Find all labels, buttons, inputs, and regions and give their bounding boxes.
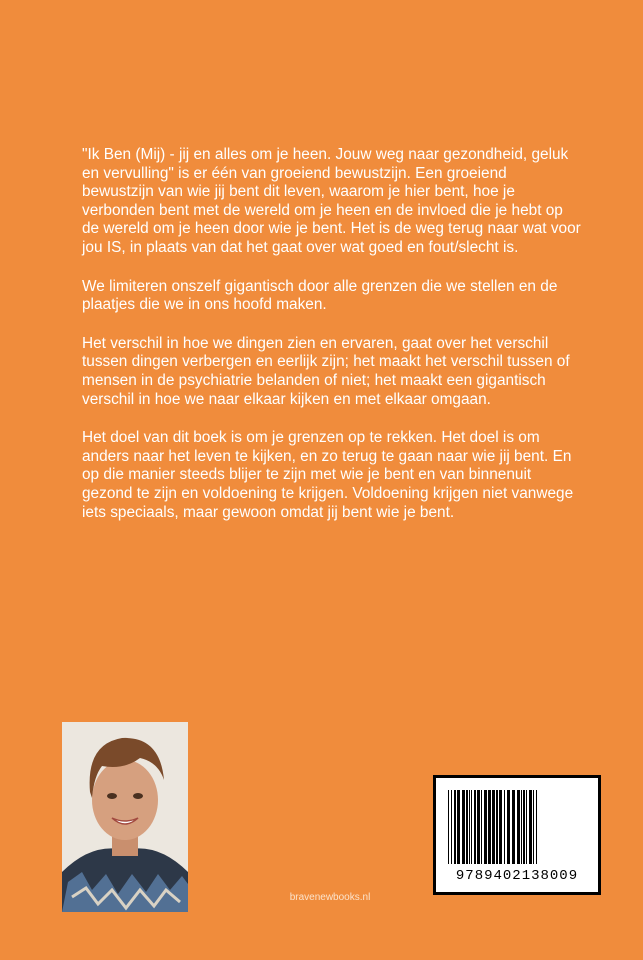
- barcode-bar: [488, 790, 491, 864]
- barcode-bar: [523, 790, 525, 864]
- barcode-bar: [499, 790, 502, 864]
- barcode-bar: [526, 790, 527, 864]
- author-portrait-illustration: [62, 722, 188, 912]
- barcode-bar: [462, 790, 465, 864]
- barcode-bar: [504, 790, 505, 864]
- barcode-bar: [533, 790, 534, 864]
- barcode-bar: [481, 790, 482, 864]
- barcode-bar: [529, 790, 532, 864]
- barcode-bar: [517, 790, 520, 864]
- isbn-barcode: [433, 775, 601, 895]
- barcode-bar: [521, 790, 522, 864]
- blurb-paragraph-3: Het verschil in hoe we dingen zien en ervaren, gaat over het verschil tussen dingen verbergen en eerlijk zijn; het maakt het verschil tussen of mensen in de psychiatrie belanden of niet; het maakt een gigantisch verschil in hoe we naar elkaar kijken en met elkaar omgaan.: [82, 334, 570, 408]
- barcode-bar: [477, 790, 480, 864]
- barcode-bar: [536, 790, 537, 864]
- blurb-paragraph-2: We limiteren onszelf gigantisch door alle grenzen die we stellen en de plaatjes die we in ons hoofd maken.: [82, 277, 558, 314]
- barcode-bar: [474, 790, 476, 864]
- barcode-bar: [466, 790, 468, 864]
- publisher-url: bravenewbooks.nl: [289, 892, 371, 903]
- blurb-text: [82, 146, 582, 542]
- blurb-paragraph-1: "Ik Ben (Mij) - jij en alles om je heen. Jouw weg naar gezondheid, geluk en vervulling" is er één van groeiend bewustzijn. Een groeiend bewustzijn van wie jij bent dit leven, waarom je hier bent, hoe je verbonden bent met de wereld om je heen en de invloed die je hebt op de wereld om je heen door wie je bent. Het is de weg terug naar wat voor jou IS, in plaats van dat het gaat over wat goed en fout/slecht is.: [82, 146, 581, 256]
- barcode-bar: [507, 790, 510, 864]
- barcode-bars: [446, 790, 588, 864]
- isbn-number: 9789402138009: [455, 868, 579, 884]
- barcode-bar: [448, 790, 449, 864]
- barcode-bar: [484, 790, 487, 864]
- barcode-bar: [457, 790, 460, 864]
- author-photo: [62, 722, 188, 912]
- barcode-bar: [496, 790, 498, 864]
- barcode-bar: [492, 790, 495, 864]
- barcode-bar: [451, 790, 452, 864]
- barcode-bar: [471, 790, 472, 864]
- blurb-paragraph-4: Het doel van dit boek is om je grenzen op te rekken. Het doel is om anders naar het leven te kijken, en zo terug te gaan naar wie jij bent. En op die manier steeds blijer te zijn met wie je bent en van binnenuit gezond te zijn en voldoening te krijgen. Voldoening krijgen niet vanwege iets speciaals, maar gewoon omdat jij bent wie je bent.: [82, 429, 574, 521]
- barcode-bar: [469, 790, 470, 864]
- barcode-bar: [454, 790, 456, 864]
- barcode-bar: [512, 790, 515, 864]
